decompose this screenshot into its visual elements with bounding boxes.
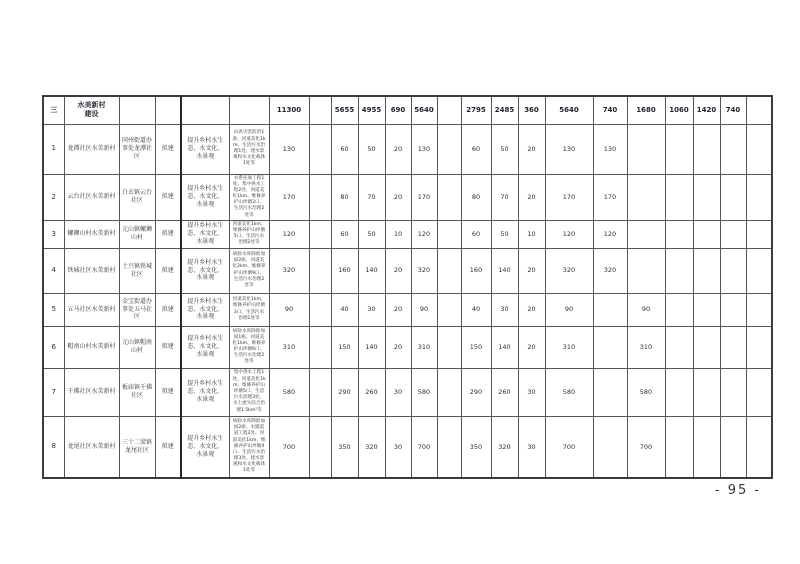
- value-cell: 170: [593, 174, 627, 220]
- section-value-cell: 740: [720, 96, 746, 124]
- value-cell: [437, 416, 461, 478]
- value-cell: [627, 174, 665, 220]
- project-name-cell: 螺狮山村水美新村: [64, 220, 119, 248]
- value-cell: 50: [358, 220, 385, 248]
- value-cell: 20: [518, 174, 545, 220]
- value-cell: 170: [269, 174, 309, 220]
- value-cell: [720, 248, 746, 293]
- value-cell: [746, 124, 772, 174]
- description-cell: 病险水库除险加固2座、水毁渠道工程2处、河道美化1km、维修养护山坪塘4口、生活污水治理3处、建水景观和水文化载体1处等: [229, 416, 269, 478]
- value-cell: 30: [518, 368, 545, 416]
- section-empty-description-cell: [229, 96, 269, 124]
- value-cell: 90: [627, 293, 665, 326]
- value-cell: [593, 293, 627, 326]
- content-cell: 提升乡村水生态、水文化、水景观: [181, 124, 229, 174]
- value-cell: [437, 248, 461, 293]
- value-cell: 290: [461, 368, 491, 416]
- section-value-cell: [309, 96, 331, 124]
- status-cell: 拟建: [155, 326, 181, 368]
- section-value-cell: [746, 96, 772, 124]
- value-cell: 130: [593, 124, 627, 174]
- value-cell: [593, 368, 627, 416]
- value-cell: [746, 174, 772, 220]
- value-cell: 310: [627, 326, 665, 368]
- content-cell: 提升乡村水生态、水文化、水景观: [181, 220, 229, 248]
- location-cell: 土兴镇铁城社区: [119, 248, 155, 293]
- value-cell: [309, 248, 331, 293]
- value-cell: [665, 416, 693, 478]
- value-cell: 20: [518, 293, 545, 326]
- value-cell: [693, 368, 720, 416]
- value-cell: [309, 326, 331, 368]
- location-cell: 三十二梁镇龙尾社区: [119, 416, 155, 478]
- value-cell: 310: [411, 326, 437, 368]
- description-cell: 山洪灾害防治1条、河道美化1km、生活污水治理1处、建水景观和水文化载体1处等: [229, 124, 269, 174]
- location-cell: 元山镇螺狮山村: [119, 220, 155, 248]
- project-table: [42, 95, 773, 479]
- value-cell: [437, 174, 461, 220]
- row-number-cell: 4: [43, 248, 64, 293]
- value-cell: 170: [411, 174, 437, 220]
- value-cell: 320: [491, 416, 518, 478]
- status-cell: 拟建: [155, 248, 181, 293]
- project-name-cell: 云台社区水美新村: [64, 174, 119, 220]
- value-cell: 30: [385, 416, 411, 478]
- status-cell: 拟建: [155, 124, 181, 174]
- value-cell: 80: [461, 174, 491, 220]
- value-cell: 90: [545, 293, 593, 326]
- value-cell: 700: [269, 416, 309, 478]
- value-cell: 150: [331, 326, 358, 368]
- table-row: [43, 174, 772, 220]
- value-cell: 20: [385, 174, 411, 220]
- location-cell: 白衣镇云台社区: [119, 174, 155, 220]
- value-cell: [720, 416, 746, 478]
- value-cell: 120: [593, 220, 627, 248]
- value-cell: 140: [358, 326, 385, 368]
- value-cell: 260: [491, 368, 518, 416]
- value-cell: 130: [545, 124, 593, 174]
- table-row: [43, 326, 772, 368]
- row-number-cell: 6: [43, 326, 64, 368]
- value-cell: 80: [331, 174, 358, 220]
- content-cell: 提升乡村水生态、水文化、水景观: [181, 248, 229, 293]
- value-cell: 700: [411, 416, 437, 478]
- status-cell: 拟建: [155, 416, 181, 478]
- value-cell: 30: [518, 416, 545, 478]
- section-title-cell: 水美新村建设: [64, 96, 119, 124]
- value-cell: 170: [545, 174, 593, 220]
- value-cell: [720, 326, 746, 368]
- content-cell: 提升乡村水生态、水文化、水景观: [181, 174, 229, 220]
- value-cell: [309, 220, 331, 248]
- description-cell: 河道美化1km、维修养护山坪塘3口、生活污水治理1处等: [229, 293, 269, 326]
- content-cell: 提升乡村水生态、水文化、水景观: [181, 368, 229, 416]
- section-value-cell: [437, 96, 461, 124]
- table-row: [43, 248, 772, 293]
- value-cell: 50: [491, 124, 518, 174]
- value-cell: 130: [269, 124, 309, 174]
- table-row: [43, 220, 772, 248]
- value-cell: [665, 293, 693, 326]
- section-value-cell: 5655: [331, 96, 358, 124]
- content-cell: 提升乡村水生态、水文化、水景观: [181, 326, 229, 368]
- value-cell: [720, 174, 746, 220]
- section-value-cell: 11300: [269, 96, 309, 124]
- row-number-cell: 8: [43, 416, 64, 478]
- section-value-cell: 740: [593, 96, 627, 124]
- value-cell: 120: [411, 220, 437, 248]
- value-cell: 320: [358, 416, 385, 478]
- value-cell: [665, 220, 693, 248]
- value-cell: 20: [518, 124, 545, 174]
- value-cell: 350: [331, 416, 358, 478]
- value-cell: 20: [385, 248, 411, 293]
- value-cell: [665, 326, 693, 368]
- row-number-cell: 2: [43, 174, 64, 220]
- table-row: [43, 368, 772, 416]
- value-cell: [746, 368, 772, 416]
- location-cell: 板庙镇千佛社区: [119, 368, 155, 416]
- section-value-cell: 5640: [545, 96, 593, 124]
- table-row: [43, 124, 772, 174]
- value-cell: [665, 124, 693, 174]
- row-number-cell: 7: [43, 368, 64, 416]
- value-cell: 290: [331, 368, 358, 416]
- value-cell: 700: [627, 416, 665, 478]
- value-cell: 20: [518, 326, 545, 368]
- location-cell: 同州街道办事处龙潭社区: [119, 124, 155, 174]
- value-cell: 310: [269, 326, 309, 368]
- value-cell: 50: [358, 124, 385, 174]
- value-cell: 90: [411, 293, 437, 326]
- value-cell: 30: [491, 293, 518, 326]
- value-cell: [593, 416, 627, 478]
- value-cell: 20: [385, 124, 411, 174]
- value-cell: 120: [545, 220, 593, 248]
- project-name-cell: 铁城社区水美新村: [64, 248, 119, 293]
- value-cell: [746, 326, 772, 368]
- value-cell: 90: [269, 293, 309, 326]
- value-cell: 30: [385, 368, 411, 416]
- project-name-cell: 帽南山村水美新村: [64, 326, 119, 368]
- table-row: [43, 293, 772, 326]
- value-cell: [665, 368, 693, 416]
- content-cell: 提升乡村水生态、水文化、水景观: [181, 293, 229, 326]
- value-cell: [593, 326, 627, 368]
- value-cell: [720, 220, 746, 248]
- value-cell: [746, 248, 772, 293]
- description-cell: 病险水库除险加固2座、河道美化2km、维修养护山坪塘9口、生活污水治理2处等: [229, 248, 269, 293]
- value-cell: [693, 326, 720, 368]
- section-value-cell: 1420: [693, 96, 720, 124]
- value-cell: [746, 416, 772, 478]
- value-cell: [720, 124, 746, 174]
- value-cell: 70: [491, 174, 518, 220]
- row-number-cell: 3: [43, 220, 64, 248]
- value-cell: [437, 124, 461, 174]
- table-row: [43, 416, 772, 478]
- location-cell: 金宝街道办事处五马社区: [119, 293, 155, 326]
- status-cell: 拟建: [155, 368, 181, 416]
- value-cell: [693, 416, 720, 478]
- section-value-cell: 1680: [627, 96, 665, 124]
- value-cell: 260: [358, 368, 385, 416]
- description-cell: 病险水库除险加固1座、河道美化1km、维修养护山坪塘6口、生活污水治理2处等: [229, 326, 269, 368]
- description-cell: 集中供水工程1处、河道美化1km、维修养护山坪塘5口、生活污水治理3处、水土流失综合治理1.5km²等: [229, 368, 269, 416]
- section-value-cell: 2795: [461, 96, 491, 124]
- value-cell: [746, 220, 772, 248]
- status-cell: 拟建: [155, 220, 181, 248]
- value-cell: 140: [358, 248, 385, 293]
- project-name-cell: 五马社区水美新村: [64, 293, 119, 326]
- value-cell: [309, 293, 331, 326]
- value-cell: 30: [358, 293, 385, 326]
- section-value-cell: 690: [385, 96, 411, 124]
- value-cell: [627, 248, 665, 293]
- value-cell: 150: [461, 326, 491, 368]
- value-cell: [437, 368, 461, 416]
- description-cell: 水系连通工程1处、集中供水工程2处、河道美化1km、维修养护山坪塘2口、生活污水治理2处等: [229, 174, 269, 220]
- value-cell: 320: [411, 248, 437, 293]
- value-cell: 20: [518, 248, 545, 293]
- content-cell: 提升乡村水生态、水文化、水景观: [181, 416, 229, 478]
- value-cell: [309, 124, 331, 174]
- value-cell: [693, 248, 720, 293]
- value-cell: [437, 293, 461, 326]
- value-cell: 120: [269, 220, 309, 248]
- value-cell: 140: [491, 248, 518, 293]
- value-cell: 20: [385, 293, 411, 326]
- value-cell: 310: [545, 326, 593, 368]
- value-cell: [437, 326, 461, 368]
- value-cell: 160: [461, 248, 491, 293]
- value-cell: 60: [331, 124, 358, 174]
- value-cell: 320: [545, 248, 593, 293]
- section-value-cell: 4955: [358, 96, 385, 124]
- value-cell: [309, 368, 331, 416]
- page-number: - 95 -: [714, 483, 762, 498]
- value-cell: 580: [411, 368, 437, 416]
- location-cell: 元山镇帽南山村: [119, 326, 155, 368]
- value-cell: 10: [518, 220, 545, 248]
- row-number-cell: 1: [43, 124, 64, 174]
- value-cell: [746, 293, 772, 326]
- project-name-cell: 千佛社区水美新村: [64, 368, 119, 416]
- project-name-cell: 龙潭社区水美新村: [64, 124, 119, 174]
- value-cell: [693, 293, 720, 326]
- description-cell: 河道美化1km、维修养护山坪塘5口、生活污水治理2处等: [229, 220, 269, 248]
- value-cell: [309, 174, 331, 220]
- value-cell: [437, 220, 461, 248]
- section-empty-status-cell: [155, 96, 181, 124]
- status-cell: 拟建: [155, 174, 181, 220]
- row-number-cell: 5: [43, 293, 64, 326]
- section-empty-location-cell: [119, 96, 155, 124]
- status-cell: 拟建: [155, 293, 181, 326]
- value-cell: 40: [461, 293, 491, 326]
- value-cell: 20: [385, 326, 411, 368]
- value-cell: 60: [331, 220, 358, 248]
- value-cell: 50: [491, 220, 518, 248]
- value-cell: [627, 220, 665, 248]
- value-cell: 60: [461, 124, 491, 174]
- section-value-cell: 1060: [665, 96, 693, 124]
- value-cell: 130: [411, 124, 437, 174]
- value-cell: 140: [491, 326, 518, 368]
- value-cell: [309, 416, 331, 478]
- value-cell: 320: [269, 248, 309, 293]
- value-cell: [665, 174, 693, 220]
- value-cell: 160: [331, 248, 358, 293]
- value-cell: 60: [461, 220, 491, 248]
- value-cell: [693, 174, 720, 220]
- value-cell: 580: [545, 368, 593, 416]
- section-index-cell: 三: [43, 96, 64, 124]
- value-cell: [693, 220, 720, 248]
- section-value-cell: 360: [518, 96, 545, 124]
- section-value-cell: 2485: [491, 96, 518, 124]
- value-cell: 700: [545, 416, 593, 478]
- value-cell: [693, 124, 720, 174]
- value-cell: 580: [627, 368, 665, 416]
- value-cell: 350: [461, 416, 491, 478]
- value-cell: [720, 293, 746, 326]
- value-cell: 40: [331, 293, 358, 326]
- value-cell: [627, 124, 665, 174]
- section-value-cell: 5640: [411, 96, 437, 124]
- section-empty-content-cell: [181, 96, 229, 124]
- project-name-cell: 龙尾社区水美新村: [64, 416, 119, 478]
- value-cell: 580: [269, 368, 309, 416]
- value-cell: 10: [385, 220, 411, 248]
- value-cell: 320: [593, 248, 627, 293]
- value-cell: [665, 248, 693, 293]
- value-cell: 70: [358, 174, 385, 220]
- value-cell: [720, 368, 746, 416]
